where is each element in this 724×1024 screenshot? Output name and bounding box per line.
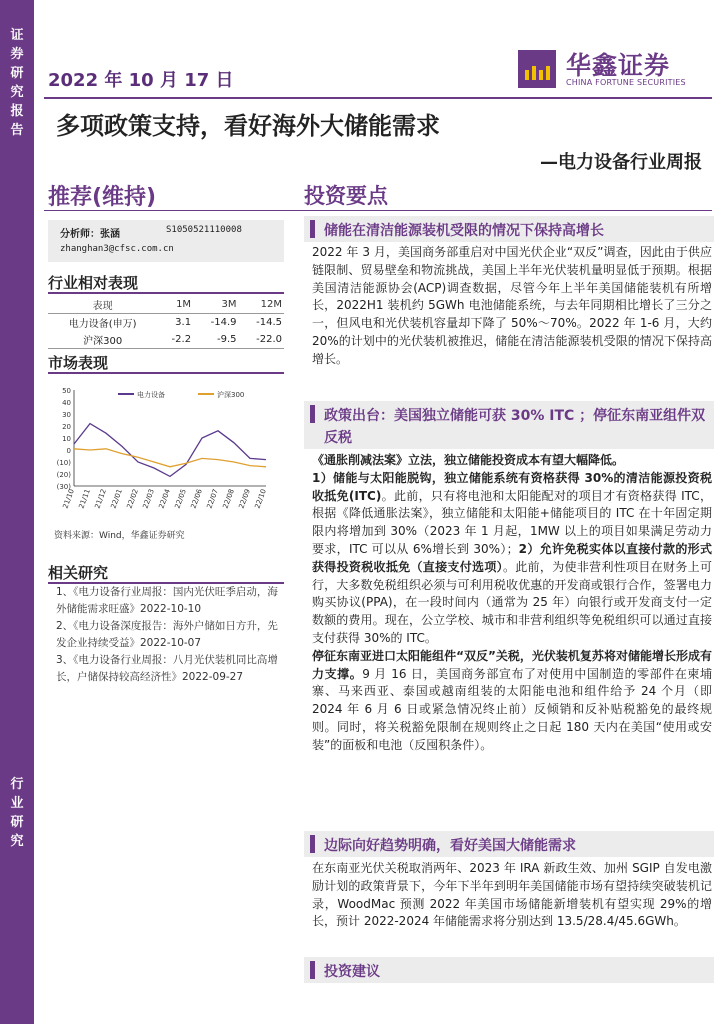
x-tick-label: 22/06: [189, 487, 204, 510]
analyst-name: 分析师：张涵: [60, 229, 120, 240]
logo-name-cn: 华鑫证券: [566, 51, 671, 80]
y-tick-label: 40: [62, 399, 71, 407]
x-tick-label: 22/05: [173, 487, 188, 510]
section-header-2: 政策出台：美国独立储能可获 30% ITC ；停征东南亚组件双反税: [304, 401, 714, 449]
logo-mark-icon: [518, 50, 556, 88]
x-tick-label: 22/08: [221, 487, 236, 510]
legend-label: 沪深300: [217, 391, 245, 399]
section-1-text: 2022 年 3 月，美国商务部重启对中国光伏企业“双反”调查，因此由于供应链限制、贸易壁垒和物流挑战，美国上半年光伏装机量明显低于预期。根据美国清洁能源协会(ACP)调查数据，尽管今年上半年美国储能装机有所增长，2022H1 装机约 5GWh 电池储能系统，与去年同期相比增长了三分之一，但风电和光伏装机容量却下降了 50%～70%。2022 年 1-6 月，大约 20%的计划中的光伏装机被推迟，储能在清洁能源装机受限的情况下保持高增长。: [312, 245, 712, 366]
section-header-3: 边际向好趋势明确，看好美国大储能需求: [304, 831, 714, 857]
chart-source: 资料来源：Wind，华鑫证券研究: [54, 531, 185, 541]
logo-name-en: CHINA FORTUNE SECURITIES: [566, 78, 686, 87]
x-tick-label: 22/03: [141, 487, 156, 510]
market-chart: [48, 380, 284, 526]
x-tick-label: 22/10: [253, 487, 268, 510]
y-tick-label: 0: [66, 447, 71, 455]
report-subtitle: —电力设备行业周报: [540, 152, 702, 173]
header-divider: [44, 97, 712, 99]
y-tick-label: (30): [56, 483, 71, 491]
related-heading: 相关研究: [48, 564, 109, 582]
table-row: 电力设备(申万) 3.1 -14.9 -14.5: [68, 317, 282, 330]
table-row: 沪深300 -2.2 -9.5 -22.0: [48, 331, 284, 349]
report-title: 多项政策支持，看好海外大储能需求: [56, 112, 440, 140]
perf-table: [48, 296, 284, 349]
x-tick-label: 22/01: [109, 487, 124, 510]
x-tick-label: 21/10: [61, 487, 76, 510]
related-list: [56, 584, 278, 686]
analyst-email[interactable]: zhanghan3@cfsc.com.cn: [60, 244, 174, 254]
y-tick-label: 10: [62, 435, 71, 443]
perf-divider: [48, 292, 284, 294]
table-header-row: 表现 1M 3M 12M: [48, 296, 284, 314]
perf-heading: 行业相对表现: [48, 274, 139, 292]
series-line-0: [74, 424, 266, 477]
x-tick-label: 22/02: [125, 487, 140, 510]
list-item[interactable]: 2、《电力设备深度报告：海外户储如日方升，先发企业持续受益》2022-10-07: [56, 620, 278, 649]
section-divider: [44, 210, 712, 211]
section-2-text: 《通胀削减法案》立法，独立储能投资成本有望大幅降低。 1）储能与太阳能脱钩，独立储能系统有资格获得 30%的清洁能源投资税收抵免(ITC)。此前，只有将电池和太阳能配对的项目才有资格获得 ITC，根据《降低通胀法案》，独立储能和太阳能+储能项目的 ITC 在十年固定期限内将增加到 30%（2023 年 1 月起，1MW 以上的项目如果满足劳动力要求，ITC 可以从 6%增长到 30%）；2）允许免税实体以直接付款的形式获得投资税收抵免（直接支付选项）。此前，为使非营利性项目在财务上可行，大多数免税组织必须与可利用税收优惠的开发商或银行合作，签署电力购买协议(PPA)，在一段时间内（通常为 25 年）向银行或开发商支付一定数额的费用。现在，公立学校、城市和非营利组织等免税组织可以通过直接支付获得 30%的 ITC。 停征东南亚进口太阳能组件“双反”关税，光伏装机复苏将对储能增长形成有力支撑。9 月 16 日，美国商务部宣布了对使用中国制造的零部件在柬埔寨、马来西亚、泰国或越南组装的太阳能电池和组件给予 24 个月（即 2024 年 6 月 6 日或紧急情况终止前）反倾销和反补贴税豁免的最终规则。同时，将关税豁免限制在规则终止之日起 180 天内在美国“使用或安装”的面板和电池（反囤积条件）。: [312, 453, 712, 752]
report-date: 2022 年 10 月 17 日: [48, 70, 234, 91]
section-3-text: 在东南亚光伏关税取消两年、2023 年 IRA 新政生效、加州 SGIP 自发电激励计划的政策背景下，今年下半年到明年美国储能市场有望持续突破装机记录，WoodMac 预测 2022 年美国市场储能新增装机有望实现 29%的增长，预计 2022-2024 年储能需求将分别达到 13.5/28.4/45.6GWh。: [312, 861, 712, 929]
y-tick-label: 20: [62, 423, 71, 431]
y-tick-label: 50: [62, 387, 71, 395]
x-tick-label: 21/11: [77, 487, 92, 510]
market-heading: 市场表现: [48, 354, 109, 372]
y-tick-label: 30: [62, 411, 71, 419]
list-item[interactable]: 3、《电力设备行业周报：八月光伏装机同比高增长，户储保持较高经济性》2022-09-27: [56, 654, 278, 683]
market-divider: [48, 372, 284, 374]
section-header-1: 储能在清洁能源装机受限的情况下保持高增长: [304, 216, 714, 242]
y-tick-label: (10): [56, 459, 71, 467]
legend-label: 电力设备: [137, 391, 165, 399]
rating: 推荐(维持): [48, 185, 157, 210]
section-title: 投资要点: [304, 184, 388, 208]
analyst-cert: S1050521110008: [166, 225, 242, 235]
x-tick-label: 21/12: [93, 487, 108, 510]
company-logo: [518, 46, 708, 92]
side-strip: [0, 0, 34, 1024]
analyst-box: [48, 220, 284, 262]
section-header-4: 投资建议: [304, 957, 714, 983]
side-label-industry: 行 业 研 究: [10, 777, 24, 849]
list-item[interactable]: 1、《电力设备行业周报：国内光伏旺季启动，海外储能需求旺盛》2022-10-10: [56, 586, 278, 615]
x-tick-label: 22/07: [205, 487, 220, 510]
series-line-1: [74, 449, 266, 467]
side-label-report: 证 券 研 究 报 告: [10, 28, 24, 138]
x-tick-label: 22/04: [157, 487, 172, 510]
y-tick-label: (20): [56, 471, 71, 479]
x-tick-label: 22/09: [237, 487, 252, 510]
